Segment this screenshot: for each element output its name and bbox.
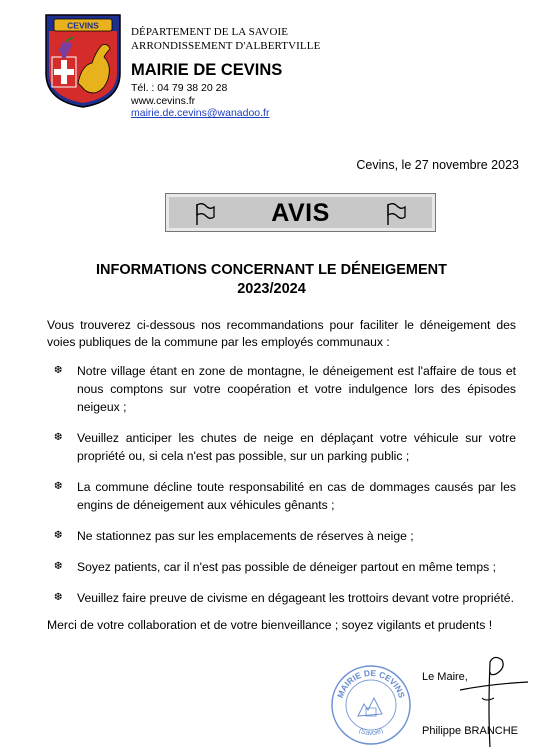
snowflake-icon: ❆ xyxy=(54,365,63,376)
list-item-text: Soyez patients, car il n'est pas possible de déneiger partout en même temps ; xyxy=(77,560,496,574)
flag-icon xyxy=(385,202,407,226)
svg-text:(Savoie) xyxy=(358,727,385,737)
heading-line-1: INFORMATIONS CONCERNANT LE DÉNEIGEMENT xyxy=(96,262,447,278)
notice-heading xyxy=(0,261,543,299)
recommendations-list xyxy=(47,362,516,607)
handwritten-signature xyxy=(440,652,535,752)
avis-title: AVIS xyxy=(271,199,330,227)
website: www.cevins.fr xyxy=(131,94,196,107)
list-item xyxy=(47,362,516,416)
closing-sentence: Merci de votre collaboration et de votre bienveillance ; soyez vigilants et prudents ! xyxy=(47,618,493,632)
phone-number: Tél. : 04 79 38 20 28 xyxy=(131,82,228,94)
snowflake-icon: ❆ xyxy=(54,432,63,443)
municipal-crest-logo xyxy=(44,13,122,109)
list-item xyxy=(47,527,516,545)
list-item-text: La commune décline toute responsabilité en cas de dommages causés par les engins de déneigement aux véhicules gênants ; xyxy=(77,480,516,512)
arrondissement-line: ARRONDISSEMENT D'ALBERTVILLE xyxy=(131,40,321,52)
email-link[interactable]: mairie.de.cevins@wanadoo.fr xyxy=(131,107,270,119)
list-item xyxy=(47,478,516,514)
list-item xyxy=(47,558,516,576)
signatory-name: Philippe BRANCHE xyxy=(422,725,518,737)
list-item xyxy=(47,589,516,607)
list-item-text: Veuillez faire preuve de civisme en dégageant les trottoirs devant votre propriété. xyxy=(77,591,514,605)
official-stamp xyxy=(330,664,412,746)
contact-block xyxy=(131,82,269,120)
avis-banner xyxy=(165,193,436,232)
mairie-title: MAIRIE DE CEVINS xyxy=(131,61,283,79)
stamp-subtext: (Savoie) xyxy=(357,727,385,738)
signatory-title: Le Maire, xyxy=(422,671,468,683)
intro-paragraph: Vous trouverez ci-dessous nos recommandations pour faciliter le déneigement des voies publiques de la commune par les employés communaux : xyxy=(47,318,516,349)
department-line: DÉPARTEMENT DE LA SAVOIE xyxy=(131,26,289,38)
list-item xyxy=(47,429,516,465)
snowflake-icon: ❆ xyxy=(54,592,63,603)
crest-banner-text: CEVINS xyxy=(67,20,99,31)
list-item-text: Ne stationnez pas sur les emplacements de réserves à neige ; xyxy=(77,529,414,543)
heading-line-2: 2023/2024 xyxy=(237,281,306,297)
snowflake-icon: ❆ xyxy=(54,561,63,572)
list-item-text: Notre village étant en zone de montagne, le déneigement est l'affaire de tous et nous comptons sur votre coopération et votre indulgence lors des épisodes neigeux ; xyxy=(77,364,516,414)
list-item-text: Veuillez anticiper les chutes de neige en déplaçant votre véhicule sur votre propriété ou, si cela n'est pas possible, sur un parking public ; xyxy=(77,431,516,463)
document-date: Cevins, le 27 novembre 2023 xyxy=(356,158,519,172)
department-header xyxy=(131,25,320,53)
snowflake-icon: ❆ xyxy=(54,530,63,541)
stamp-text: MAIRIE DE CEVINS xyxy=(334,667,408,700)
svg-text:MAIRIE DE CEVINS xyxy=(335,668,407,700)
snowflake-icon: ❆ xyxy=(54,481,63,492)
